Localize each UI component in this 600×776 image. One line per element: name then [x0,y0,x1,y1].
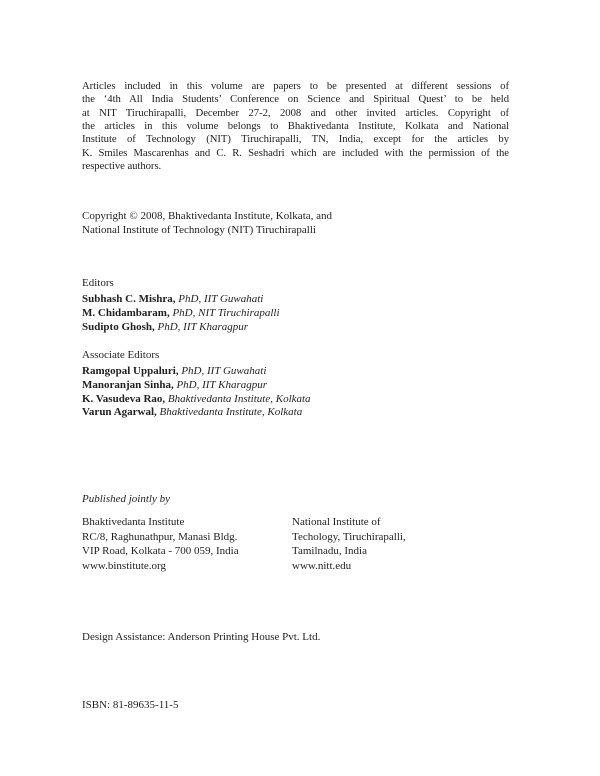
editor-affiliation: PhD, IIT Guwahati [178,293,264,306]
editor-name: Varun Agarwal, [82,406,157,419]
editor-name: M. Chidambaram, [82,306,170,319]
associate-editor-entry [82,406,311,420]
address-line: VIP Road, Kolkata - 700 059, India [82,545,239,558]
editor-affiliation: PhD, IIT Kharagpur [157,320,249,333]
editor-name: Subhash C. Mishra, [82,293,176,306]
copyright-line: Copyright © 2008, Bhaktivedanta Institute, Kolkata, and [82,210,333,222]
copyright-line: National Institute of Technology (NIT) Tiruchirapalli [82,223,316,236]
editor-affiliation: PhD, IIT Kharagpur [176,378,268,391]
editor-name: Manoranjan Sinha, [82,378,174,391]
publisher-website: www.nitt.edu [292,559,352,572]
editor-affiliation: PhD, NIT Tiruchirapalli [172,306,280,319]
rights-notice-paragraph [82,80,509,173]
publisher-left-address [82,515,239,573]
notice-line: Articles included in this volume are papers to be presented at different sessions of [82,80,509,92]
editor-name: Sudipto Ghosh, [82,320,155,333]
notice-line: at NIT Tiruchirapalli, December 27-2, 2008 and other invited articles. Copyright of [82,106,509,119]
editor-entry [82,307,280,321]
address-line: Techology, Tiruchirapalli, [292,530,406,543]
editor-entry [82,321,280,335]
associate-editor-entry [82,365,311,379]
editor-affiliation: PhD, IIT Guwahati [181,365,267,378]
publisher-website: www.binstitute.org [82,559,167,572]
associate-editor-entry [82,379,311,393]
published-jointly-label: Published jointly by [82,493,170,505]
editor-affiliation: Bhaktivedanta Institute, Kolkata [159,406,303,419]
isbn-number: ISBN: 81-89635-11-5 [82,699,179,711]
address-line: Bhaktivedanta Institute [82,516,185,528]
editors-section [82,277,280,334]
notice-line: the ‘4th All India Students’ Conference on Science and Spiritual Quest’ to be held [82,93,509,106]
notice-line: the articles in this volume belongs to Bhaktivedanta Institute, Kolkata and National [82,120,509,133]
address-line: Tamilnadu, India [292,545,367,558]
notice-line: K. Smiles Mascarenhas and C. R. Seshadri which are included with the permission of the [82,146,509,159]
editors-heading: Editors [82,277,114,289]
design-assistance-note: Design Assistance: Anderson Printing House Pvt. Ltd. [82,631,321,643]
publisher-right-address [292,515,406,573]
notice-line: respective authors. [82,160,162,173]
associate-editor-entry [82,393,311,407]
associate-editors-heading: Associate Editors [82,349,160,361]
editor-affiliation: Bhaktivedanta Institute, Kolkata [167,392,311,405]
editor-name: K. Vasudeva Rao, [82,392,166,405]
copyright-statement [82,210,332,238]
editor-name: Ramgopal Uppaluri, [82,365,179,378]
address-line: RC/8, Raghunathpur, Manasi Bldg. [82,530,238,543]
address-line: National Institute of [292,516,381,528]
notice-line: Institute of Technology (NIT) Tiruchirapalli, TN, India, except for the articles by [82,133,509,146]
editor-entry [82,293,280,307]
associate-editors-section [82,349,311,420]
